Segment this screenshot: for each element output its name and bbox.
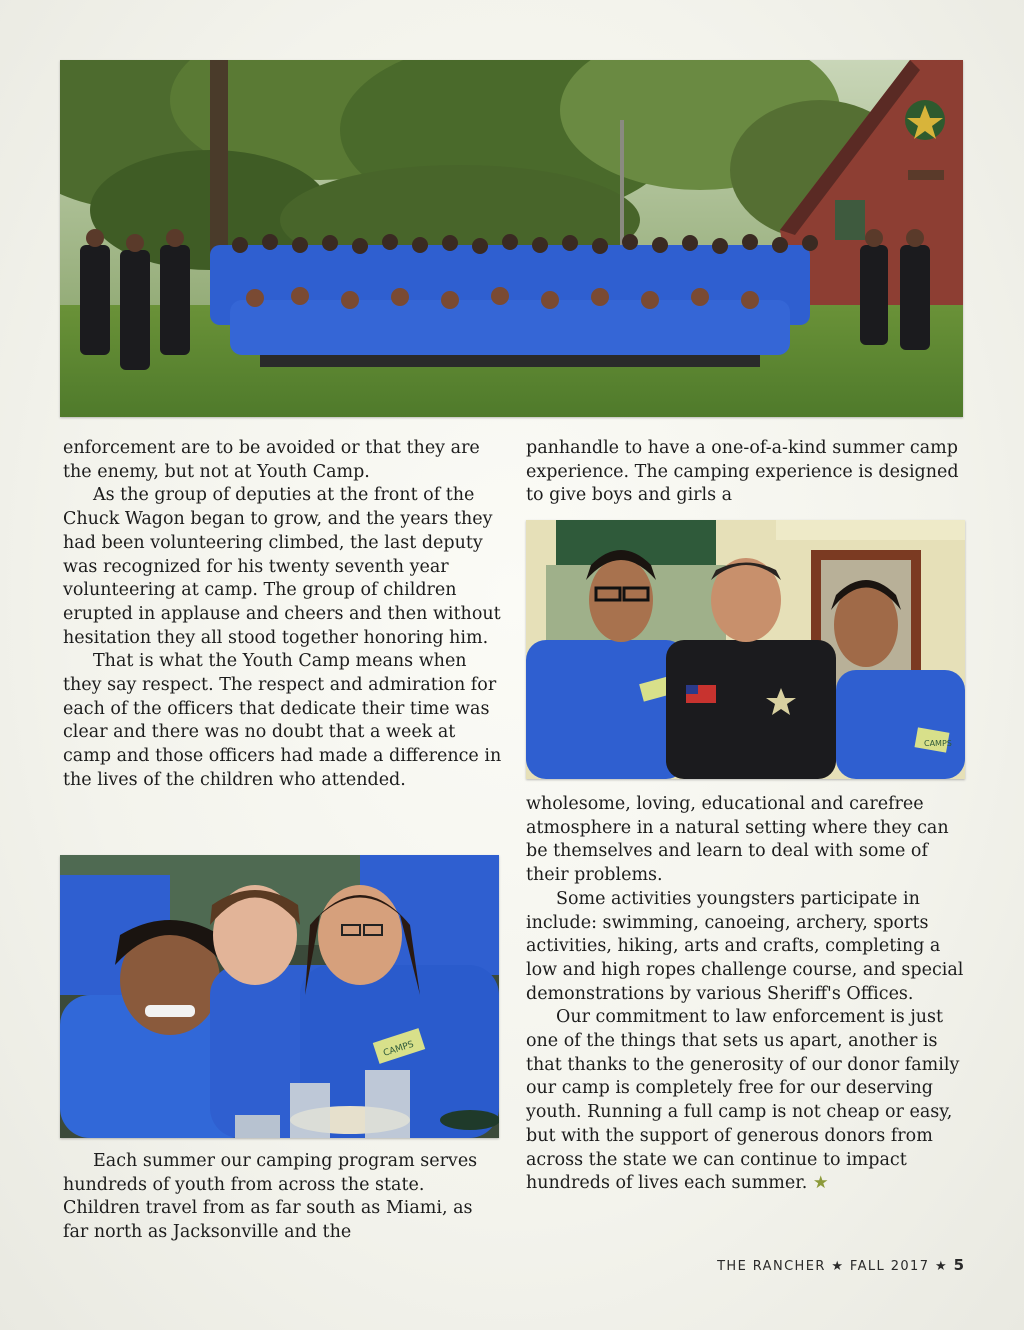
paragraph: Each summer our camping program serves hundreds of youth from across the state. Children travel from as far south as Miami, as far north as Jacksonville and the <box>63 1151 478 1243</box>
column-left-upper <box>63 437 503 793</box>
column-right-upper <box>526 437 966 508</box>
paragraph: That is what the Youth Camp means when they say respect. The respect and admiration for each of the officers that dedicate their time was clear and there was no doubt that a week at camp and those officers had made a difference in the lives of the children who attended. <box>63 651 502 790</box>
publication-name: THE RANCHER <box>717 1259 826 1274</box>
paragraph: As the group of deputies at the front of the Chuck Wagon began to grow, and the years they had been volunteering climbed, the last deputy was recognized for his twenty seventh year volunteering at camp. The group of children erupted in applause and cheers and then without hesitation they all stood together honoring him. <box>63 485 501 648</box>
paragraph <box>526 1006 966 1196</box>
badge-text: CAMPS <box>924 739 952 748</box>
group-photo <box>60 60 963 417</box>
paragraph: panhandle to have a one-of-a-kind summer camp experience. The camping experience is designed to give boys and girls a <box>526 438 959 506</box>
paragraph: wholesome, loving, educational and carefree atmosphere in a natural setting where they can be themselves and learn to deal with some of their problems. <box>526 794 949 886</box>
issue-label: FALL 2017 <box>849 1259 930 1274</box>
paragraph: enforcement are to be avoided or that they are the enemy, but not at Youth Camp. <box>63 438 480 482</box>
page-footer <box>717 1256 964 1274</box>
page-number: 5 <box>953 1256 964 1274</box>
deputy-photo <box>526 520 965 779</box>
paragraph-text: Our commitment to law enforcement is just one of the things that sets us apart, another is that thanks to the generosity of our donor family our camp is completely free for our deserving youth. Running a full camp is not cheap or easy, but with the support of generous donors from across the state we can continue to impact hundreds of lives each summer. <box>526 1007 960 1194</box>
column-left-lower <box>63 1150 503 1245</box>
badge-text: CAMPS <box>382 1039 416 1059</box>
star-separator-icon: ★ <box>831 1259 845 1274</box>
column-right-lower <box>526 793 966 1196</box>
girls-photo <box>60 855 499 1138</box>
paragraph: Some activities youngsters participate in include: swimming, canoeing, archery, sports activities, hiking, arts and crafts, completing a low and high ropes challenge course, and special demonstrations by various Sheriff's Offices. <box>526 888 964 1004</box>
end-star-icon: ★ <box>812 1173 829 1194</box>
star-separator-icon: ★ <box>934 1259 949 1274</box>
